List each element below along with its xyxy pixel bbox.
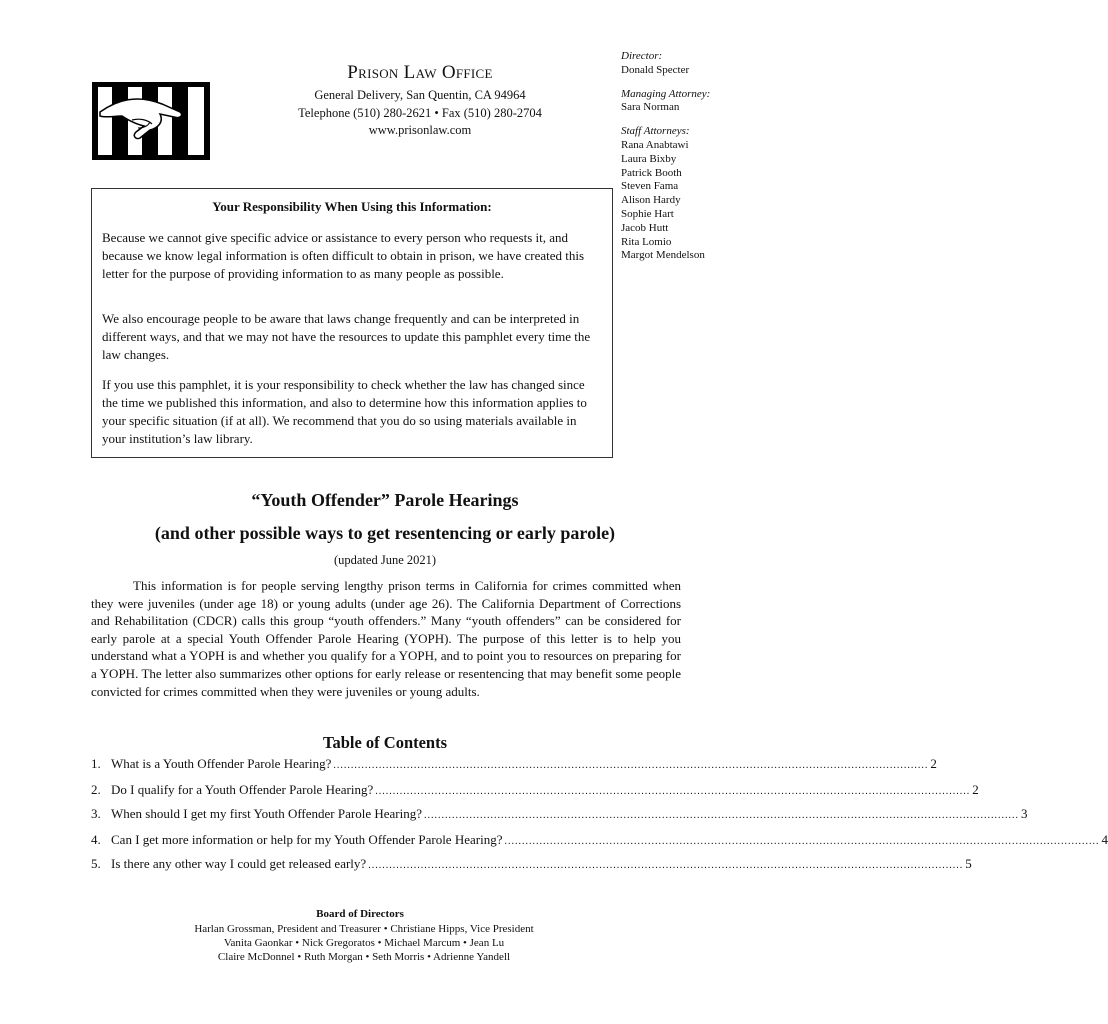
- document-title: “Youth Offender” Parole Hearings: [251, 490, 519, 510]
- toc-item-text: Is there any other way I could get released early?: [111, 856, 367, 871]
- toc-item[interactable]: [91, 782, 979, 800]
- director-label: Director:: [621, 50, 663, 62]
- staff-attorney: Jacob Hutt: [621, 221, 669, 234]
- responsibility-title: Your Responsibility When Using this Information:: [212, 199, 492, 214]
- toc-item-number: 3.: [91, 806, 101, 821]
- toc-leader-dots: ..........................................................................................................................................................................: [375, 786, 971, 797]
- toc-leader-dots: ..........................................................................................................................................................................: [423, 810, 1019, 821]
- toc-title: Table of Contents: [322, 733, 448, 752]
- office-website[interactable]: www.prisonlaw.com: [368, 123, 472, 137]
- document-subtitle: (and other possible ways to get resentencing or early parole): [154, 523, 616, 543]
- updated-date: (updated June 2021): [333, 553, 437, 567]
- staff-attorney: Rita Lomio: [621, 235, 672, 248]
- director-name: Donald Specter: [621, 63, 690, 76]
- toc-item[interactable]: [91, 856, 972, 874]
- board-title: Board of Directors: [316, 908, 404, 920]
- toc-item-number: 5.: [91, 856, 101, 871]
- toc-item-page: 3: [1020, 806, 1028, 821]
- toc-leader-dots: ..........................................................................................................................................................................: [368, 860, 964, 871]
- toc-item-number: 1.: [91, 756, 101, 771]
- staff-attorney: Patrick Booth: [621, 166, 682, 179]
- toc-item-text: When should I get my first Youth Offender Parole Hearing?: [111, 806, 422, 821]
- toc-leader-dots: ..........................................................................................................................................................................: [333, 760, 929, 771]
- toc-item-page: 2: [972, 782, 979, 797]
- staff-attorney: Alison Hardy: [621, 194, 681, 207]
- responsibility-paragraph: If you use this pamphlet, it is your responsibility to check whether the law has changed since the time we published this information, and also to determine how this information applies to your specific situation (if at all). We recommend that you do so using materials available in your institution’s law library.: [102, 377, 587, 446]
- toc-item-page: 4: [1101, 832, 1108, 847]
- toc-item-page: 2: [930, 756, 937, 771]
- staff-attorney: Laura Bixby: [621, 152, 677, 165]
- toc-leader-dots: ..........................................................................................................................................................................: [504, 836, 1100, 847]
- responsibility-paragraph: We also encourage people to be aware that laws change frequently and can be interpreted in different ways, and that we may not have the resources to update this pamphlet every time the law changes.: [102, 311, 591, 362]
- toc-item-text: Do I qualify for a Youth Offender Parole Hearing?: [111, 782, 374, 797]
- board-line: Vanita Gaonkar • Nick Gregoratos • Michael Marcum • Jean Lu: [223, 937, 505, 949]
- office-address: General Delivery, San Quentin, CA 94964: [314, 88, 526, 102]
- board-line: Claire McDonnel • Ruth Morgan • Seth Morris • Adrienne Yandell: [217, 951, 511, 963]
- toc-item[interactable]: [91, 832, 1108, 850]
- toc-item-text: What is a Youth Offender Parole Hearing?: [111, 756, 332, 771]
- toc-item-text: Can I get more information or help for my Youth Offender Parole Hearing?: [111, 832, 503, 847]
- staff-attorney: Sophie Hart: [621, 207, 674, 220]
- staff-attorney: Rana Anabtawi: [621, 138, 689, 151]
- managing-attorney-name: Sara Norman: [621, 101, 680, 114]
- toc-item[interactable]: [91, 756, 937, 774]
- intro-paragraph: This information is for people serving lengthy prison terms in California for crimes committed when they were juveniles (under age 18) or young adults (under age 26). The California Department of Corrections and Rehabilitation (CDCR) calls this group “youth offenders.” Many “youth offenders” can be considered for early parole at a special Youth Offender Parole Hearing (YOPH). The purpose of this letter is to help you understand what a YOPH is and whether you qualify for a YOPH, and to point you to resources on preparing for a YOPH. The letter also summarizes other options for early release or resentencing that may benefit some people convicted for crimes committed when they were juveniles or young adults.: [91, 578, 681, 699]
- staff-list: [621, 50, 710, 263]
- staff-attorney: Steven Fama: [621, 180, 679, 193]
- responsibility-notice-box: [91, 188, 613, 458]
- staff-attorney: Margot Mendelson: [621, 249, 705, 262]
- toc-item-number: 4.: [91, 832, 101, 847]
- prison-law-office-logo-icon: [92, 82, 210, 160]
- managing-attorney-label: Managing Attorney:: [621, 87, 711, 100]
- toc-item[interactable]: [91, 806, 1028, 824]
- board-line: Harlan Grossman, President and Treasurer • Christiane Hipps, Vice President: [194, 923, 534, 935]
- staff-attorneys-label: Staff Attorneys:: [621, 125, 690, 138]
- office-phone: Telephone (510) 280-2621 • Fax (510) 280-2704: [298, 106, 542, 120]
- toc-item-number: 2.: [91, 782, 101, 797]
- responsibility-paragraph: Because we cannot give specific advice or assistance to every person who requests it, and because we know legal information is often difficult to obtain in prison, we have created this letter for the purpose of providing information to as many people as possible.: [102, 230, 585, 281]
- toc-item-page: 5: [965, 856, 972, 871]
- office-name: Prison Law Office: [347, 62, 493, 83]
